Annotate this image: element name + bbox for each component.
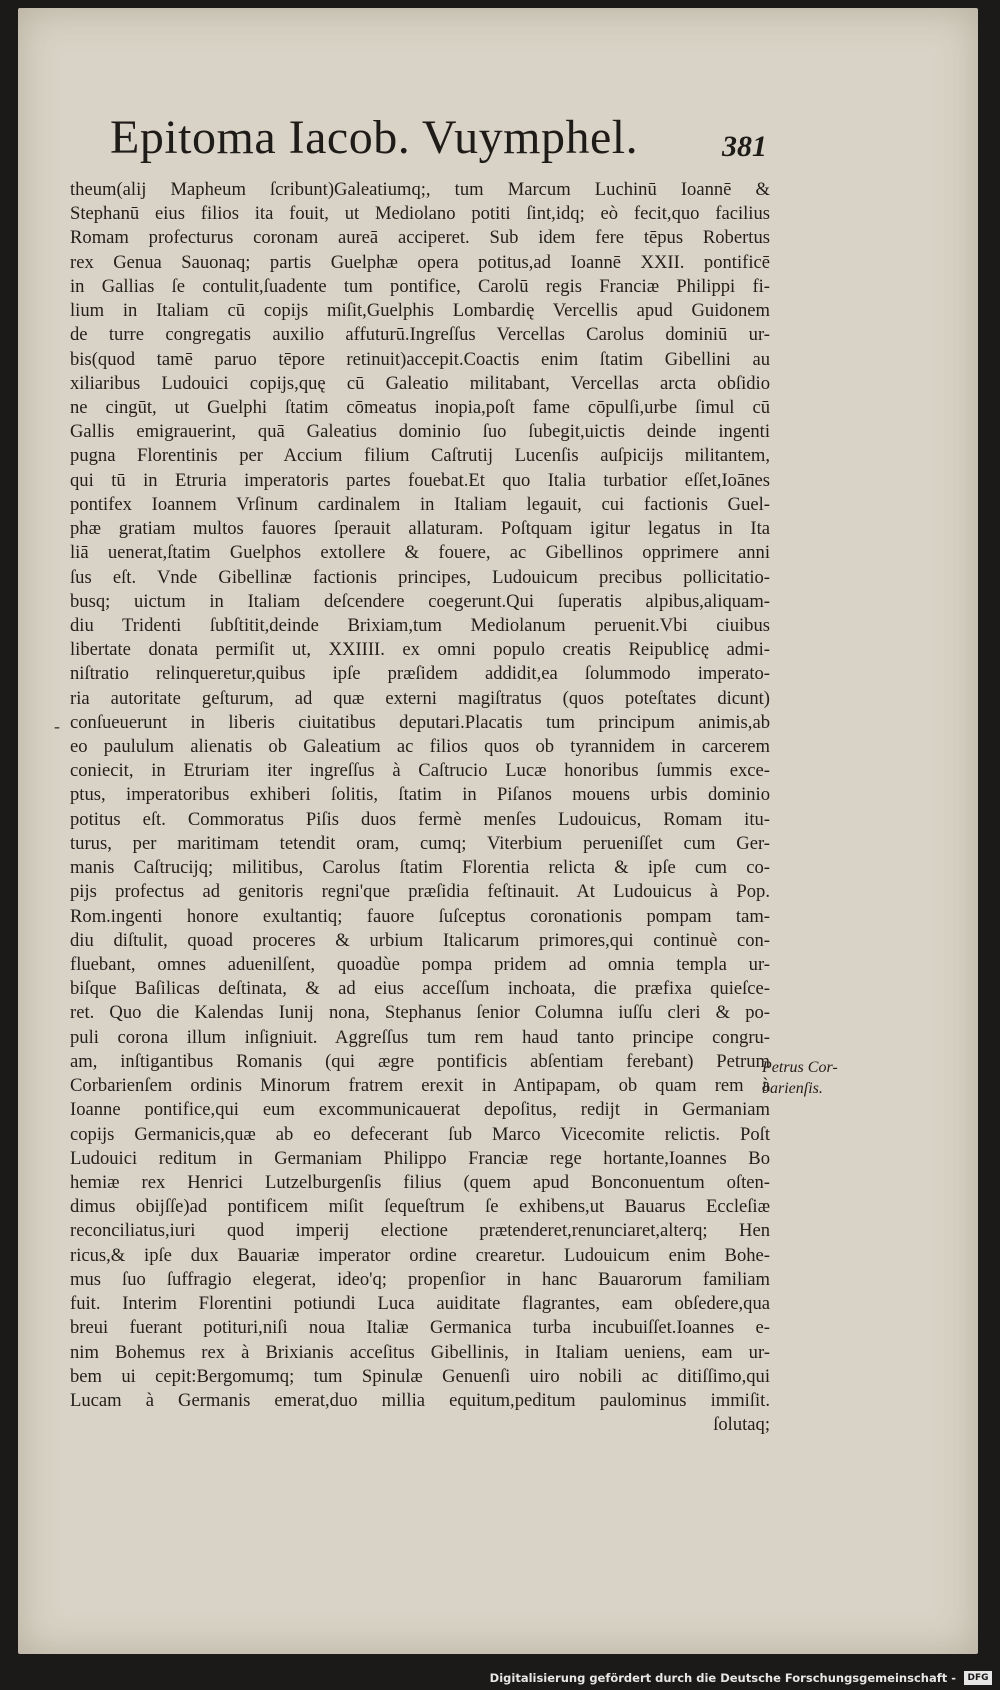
text-line: bis(quod tamē paruo tēpore retinuit)accepit.Coactis enim ſtatim Gibellini au — [70, 348, 770, 370]
text-line: ſus eſt. Vnde Gibellinæ factionis principes, Ludouicum precibus pollicitatio- — [70, 566, 770, 588]
text-line: conſueuerunt in liberis ciuitatibus deputari.Placatis tum principum animis,ab — [70, 711, 770, 733]
text-line: am, inſtigantibus Romanis (qui ægre pontificis abſentiam ferebant) Petrum — [70, 1050, 770, 1072]
text-line: Stephanū eius filios ita fouit, ut Mediolano potiti ſint,idq; eò fecit,quo facilius — [70, 203, 770, 225]
text-line: de turre congregatis auxilio affuturū.Ingreſſus Vercellas Carolus dominiū ur- — [70, 324, 770, 346]
text-line: niſtratio relinqueretur,quibus ipſe præſidem addidit,ea ſolummodo imperato- — [70, 663, 770, 685]
text-line: potitus eſt. Commoratus Piſis duos fermè menſes Ludouicus, Romam itu- — [70, 808, 770, 830]
text-line: hemiæ rex Henrici Lutzelburgenſis filius (quem apud Bonconuentum oſten- — [70, 1171, 770, 1193]
page-number: 381 — [722, 130, 767, 163]
text-line: liā uenerat,ſtatim Guelphos extollere & fouere, ac Gibellinos opprimere anni — [70, 542, 770, 564]
text-line: fluebant, omnes aduenilſent, quoadùe pompa pridem ad omnia templa ur- — [70, 954, 770, 975]
text-line: ret. Quo die Kalendas Iunij nona, Stephanus ſenior Columna iuſſu cleri & po- — [70, 1002, 770, 1024]
text-line: turus, per maritimam tetendit oram, cumq; Viterbium perueniſſet cum Ger- — [70, 832, 770, 854]
text-line: pijs profectus ad genitoris regni'que præſidia feſtinauit. At Ludouicus à Pop. — [70, 881, 770, 903]
text-line: breui fuerant potituri,niſi noua Italiæ Germanica turba incubuiſſet.Ioannes e- — [70, 1317, 770, 1339]
text-line: pontifex Ioannem Vrſinum cardinalem in Italiam legauit, cui factionis Guel- — [70, 493, 770, 515]
margin-note-line: Petrus Cor- — [762, 1059, 838, 1076]
text-line: Gallis emigrauerint, quā Galeatius dominio ſuo ſubegit,uictis deinde ingenti — [70, 421, 770, 443]
text-line: bem ui cepit:Bergomumq; tum Spinulæ Genuenſi uiro nobili ac ditiſſimo,qui — [70, 1365, 770, 1387]
text-line: coniecit, in Etruriam iter ingreſſus à Caſtrucio Lucæ honoribus ſummis exce- — [70, 760, 770, 782]
margin-dash: - — [54, 716, 60, 736]
text-line: theum(alij Mapheum ſcribunt)Galeatiumq;, tum Marcum Luchinū Ioannē & — [70, 179, 770, 200]
footer-credit: Digitalisierung gefördert durch die Deutsche Forschungsgemeinschaft - — [489, 1671, 956, 1685]
margin-note — [762, 1057, 872, 1099]
text-line: Romam profecturus coronam aureā acciperet. Sub idem fere tēpus Robertus — [70, 227, 770, 249]
text-line: pugna Florentinis per Accium filium Caſtrutij Lucenſis auſpicijs militantem, — [70, 445, 770, 467]
catchword: ſolutaq; — [713, 1414, 770, 1436]
text-line: mus ſuo ſuffragio elegerat, ideo'q; propenſior in hanc Bauarorum familiam — [70, 1268, 770, 1290]
text-line: Ludouici reditum in Germaniam Philippo Franciæ rege hortante,Ioannes Bo — [70, 1147, 770, 1169]
text-line: rex Genua Sauonaq; partis Guelphæ opera potitus,ad Ioannē XXII. pontificē — [70, 251, 770, 273]
text-line: nim Bohemus rex à Brixianis acceſitus Gibellinis, in Italiam ueniens, eam ur- — [70, 1341, 770, 1363]
text-line: in Gallias ſe contulit,ſuadente tum pontifice, Carolū regis Franciæ Philippi fi- — [70, 275, 770, 297]
text-line: libertate donata permiſit ut, XXIIII. ex omni populo creatis Reipublicę admi- — [70, 639, 770, 661]
text-line: xiliaribus Ludouici copijs,quę cū Galeatio militabant, Vercellas arcta obſidio — [70, 372, 770, 394]
text-line: fuit. Interim Florentini potiundi Luca auiditate flagrantes, eam obſedere,qua — [70, 1293, 770, 1315]
text-line: reconciliatus,iuri quod imperij electione prætenderet,renunciaret,alterq; Hen — [70, 1220, 770, 1242]
text-line: eo paululum alienatis ob Galeatium ac filios quos ob tyrannidem in carcerem — [70, 736, 770, 758]
text-line: lium in Italiam cū copijs miſit,Guelphis Lombardię Vercellis apud Guidonem — [70, 300, 770, 322]
text-line: Lucam à Germanis emerat,duo millia equitum,peditum paulominus immiſit. — [70, 1389, 770, 1411]
text-line: Ioanne pontifice,qui eum excommunicauerat depoſitus, redijt in Germaniam — [70, 1099, 770, 1121]
body-text — [70, 178, 770, 1437]
text-line: busq; uictum in Italiam deſcendere coegerunt.Qui ſuperatis alpibus,aliquam- — [70, 590, 770, 612]
text-line: ne cingūt, ut Guelphi ſtatim cōmeatus inopia,poſt fame cōpulſi,urbe ſimul cū — [70, 396, 770, 418]
dfg-logo-icon: DFG — [964, 1671, 992, 1685]
text-line: ria autoritate geſturum, ad quæ externi magiſtratus (quos poteſtates dicunt) — [70, 687, 770, 709]
text-line: phæ gratiam multos fauores ſperauit allaturam. Poſtquam igitur legatus in Ita — [70, 518, 770, 540]
text-line: Corbarienſem ordinis Minorum fratrem erexit in Antipapam, ob quam rem à — [70, 1075, 770, 1097]
text-line: qui tū in Etruria imperatoris partes fouebat.Et quo Italia turbatior eſſet,Ioānes — [70, 469, 770, 491]
text-line: biſque Baſilicas deſtinata, & ad eius acceſſum inchoata, die præfixa quieſce- — [70, 978, 770, 1000]
text-line: copijs Germanicis,quæ ab eo defecerant ſub Marco Vicecomite relictis. Poſt — [70, 1123, 770, 1145]
text-line: dimus obijſſe)ad pontificem miſit ſequeſtrum ſe exhibens,ut Bauarus Eccleſiæ — [70, 1196, 770, 1218]
margin-note-line: barienſis. — [762, 1080, 823, 1097]
text-line: manis Caſtrucijq; militibus, Carolus ſtatim Florentia relicta & ipſe cum co- — [70, 857, 770, 879]
text-line: puli corona illum inſigniuit. Aggreſſus tum rem haud tanto principe congru- — [70, 1026, 770, 1048]
text-line: ptus, imperatoribus exhiberi ſolitis, ſtatim in Piſanos mouens urbis dominio — [70, 784, 770, 806]
running-header: Epitoma Iacob. Vuymphel. — [110, 111, 639, 164]
text-line: ricus,& ipſe dux Bauariæ imperator ordine crearetur. Ludouicum enim Bohe- — [70, 1244, 770, 1266]
text-line: diu Tridenti ſubſtitit,deinde Brixiam,tum Mediolanum peruenit.Vbi ciuibus — [70, 614, 770, 636]
text-line: diu diſtulit, quoad proceres & urbium Italicarum primores,qui continuè con- — [70, 929, 770, 951]
text-line: Rom.ingenti honore exultantiq; fauore ſuſceptus coronationis pompam tam- — [70, 905, 770, 927]
footer-bar — [0, 1664, 1000, 1690]
